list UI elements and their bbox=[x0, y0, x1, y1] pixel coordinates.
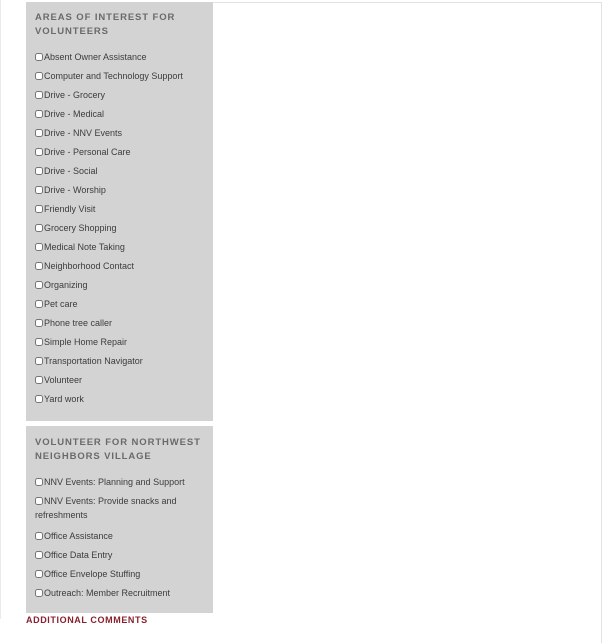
checkbox-option[interactable] bbox=[35, 584, 205, 603]
option-label: Office Data Entry bbox=[44, 550, 113, 560]
option-checkbox[interactable] bbox=[35, 72, 43, 80]
checkbox-option[interactable] bbox=[35, 48, 205, 67]
option-label: Yard work bbox=[44, 394, 84, 404]
option-label: Drive - Medical bbox=[44, 109, 105, 119]
checkbox-option[interactable] bbox=[35, 390, 205, 409]
option-checkbox[interactable] bbox=[35, 395, 43, 403]
checkbox-option[interactable] bbox=[35, 352, 205, 371]
left-edge-divider bbox=[0, 0, 1, 619]
option-label: Medical Note Taking bbox=[44, 242, 125, 252]
option-label: Outreach: Member Recruitment bbox=[44, 588, 171, 598]
option-label: Organizing bbox=[44, 280, 88, 290]
option-checkbox[interactable] bbox=[35, 205, 43, 213]
option-checkbox[interactable] bbox=[35, 532, 43, 540]
option-checkbox[interactable] bbox=[35, 110, 43, 118]
option-checkbox[interactable] bbox=[35, 167, 43, 175]
option-label: Transportation Navigator bbox=[44, 356, 143, 366]
volunteer-nnv-options bbox=[35, 473, 205, 603]
option-label: Friendly Visit bbox=[44, 204, 96, 214]
option-checkbox[interactable] bbox=[35, 497, 43, 505]
option-label: Drive - Worship bbox=[44, 185, 106, 195]
option-checkbox[interactable] bbox=[35, 589, 43, 597]
option-label: Computer and Technology Support bbox=[44, 71, 183, 81]
checkbox-option[interactable] bbox=[35, 200, 205, 219]
option-checkbox[interactable] bbox=[35, 357, 43, 365]
checkbox-option[interactable] bbox=[35, 473, 205, 492]
option-checkbox[interactable] bbox=[35, 129, 43, 137]
option-checkbox[interactable] bbox=[35, 281, 43, 289]
option-checkbox[interactable] bbox=[35, 148, 43, 156]
checkbox-option[interactable] bbox=[35, 494, 205, 522]
option-label: Drive - Social bbox=[44, 166, 98, 176]
option-checkbox[interactable] bbox=[35, 186, 43, 194]
checkbox-option[interactable] bbox=[35, 295, 205, 314]
checkbox-option[interactable] bbox=[35, 333, 205, 352]
checkbox-option[interactable] bbox=[35, 546, 205, 565]
option-checkbox[interactable] bbox=[35, 319, 43, 327]
option-checkbox[interactable] bbox=[35, 300, 43, 308]
option-checkbox[interactable] bbox=[35, 224, 43, 232]
option-label: Office Assistance bbox=[44, 531, 113, 541]
option-checkbox[interactable] bbox=[35, 478, 43, 486]
option-checkbox[interactable] bbox=[35, 338, 43, 346]
checkbox-option[interactable] bbox=[35, 257, 205, 276]
option-label: NNV Events: Planning and Support bbox=[44, 477, 185, 487]
checkbox-option[interactable] bbox=[35, 276, 205, 295]
option-checkbox[interactable] bbox=[35, 570, 43, 578]
option-label: Volunteer bbox=[44, 375, 83, 385]
checkbox-option[interactable] bbox=[35, 219, 205, 238]
option-label: NNV Events: Provide snacks and refreshments bbox=[35, 496, 177, 520]
checkbox-option[interactable] bbox=[35, 143, 205, 162]
checkbox-option[interactable] bbox=[35, 371, 205, 390]
option-checkbox[interactable] bbox=[35, 551, 43, 559]
option-label: Drive - Grocery bbox=[44, 90, 106, 100]
checkbox-option[interactable] bbox=[35, 238, 205, 257]
option-label: Drive - NNV Events bbox=[44, 128, 123, 138]
option-checkbox[interactable] bbox=[35, 53, 43, 61]
volunteer-nnv-heading: VOLUNTEER FOR NORTHWEST NEIGHBORS VILLAGE bbox=[35, 437, 201, 462]
option-label: Absent Owner Assistance bbox=[44, 52, 147, 62]
additional-comments-label: ADDITIONAL COMMENTS bbox=[26, 615, 148, 625]
areas-of-interest-heading: AREAS OF INTEREST FOR VOLUNTEERS bbox=[35, 12, 176, 37]
areas-of-interest-options bbox=[35, 48, 205, 409]
checkbox-option[interactable] bbox=[35, 181, 205, 200]
option-label: Neighborhood Contact bbox=[44, 261, 135, 271]
option-label: Drive - Personal Care bbox=[44, 147, 131, 157]
checkbox-option[interactable] bbox=[35, 314, 205, 333]
option-checkbox[interactable] bbox=[35, 376, 43, 384]
option-label: Phone tree caller bbox=[44, 318, 113, 328]
volunteer-nnv-panel bbox=[26, 426, 213, 613]
option-checkbox[interactable] bbox=[35, 243, 43, 251]
areas-of-interest-panel bbox=[26, 2, 213, 421]
checkbox-option[interactable] bbox=[35, 527, 205, 546]
option-checkbox[interactable] bbox=[35, 262, 43, 270]
checkbox-option[interactable] bbox=[35, 67, 205, 86]
checkbox-option[interactable] bbox=[35, 86, 205, 105]
checkbox-option[interactable] bbox=[35, 162, 205, 181]
option-label: Simple Home Repair bbox=[44, 337, 128, 347]
checkbox-option[interactable] bbox=[35, 105, 205, 124]
checkbox-option[interactable] bbox=[35, 565, 205, 584]
checkbox-option[interactable] bbox=[35, 124, 205, 143]
option-label: Pet care bbox=[44, 299, 78, 309]
option-checkbox[interactable] bbox=[35, 91, 43, 99]
option-label: Office Envelope Stuffing bbox=[44, 569, 141, 579]
option-label: Grocery Shopping bbox=[44, 223, 117, 233]
